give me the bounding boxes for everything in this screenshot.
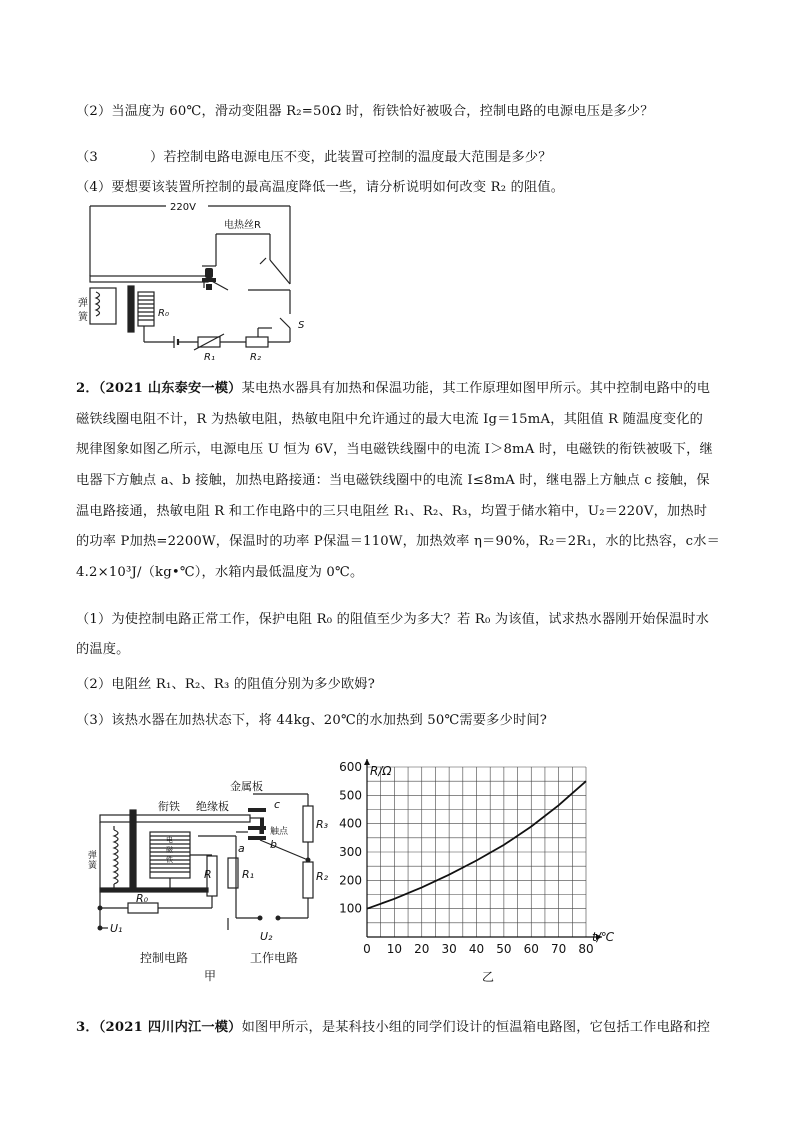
q2-b-label: b — [270, 838, 277, 851]
q2-insulator-label: 绝缘板 — [196, 800, 229, 813]
q2-u1-label: U₁ — [110, 922, 123, 935]
q2-sub3: （3）该热水器在加热状态下，将 44kg、20℃的水加热到 50℃需要多少时间? — [76, 713, 547, 728]
q1-r1-label: R₁ — [204, 352, 215, 363]
q2-r3-label: R₃ — [316, 818, 329, 831]
q2-caption-jia: 甲 — [204, 969, 217, 983]
y-tick-label: 300 — [339, 845, 362, 859]
q2-r2-label: R₂ — [316, 870, 329, 883]
q2-control-label: 控制电路 — [140, 951, 189, 965]
chart-grid — [367, 767, 586, 937]
q1-part3 — [76, 146, 552, 165]
q2-text-0: 某电热水器具有加热和保温功能，其工作原理如图甲所示。其中控制电路中的电 — [241, 381, 711, 396]
q2-line-6: 4.2×10³J/（kg•℃），水箱内最低温度为 0℃。 — [76, 565, 364, 580]
q2-sub2: （2）电阻丝 R₁、R₂、R₃ 的阻值分别为多少欧姆? — [76, 677, 376, 692]
q1-r2-label: R₂ — [250, 352, 261, 363]
q2-r0-label: R₀ — [136, 892, 149, 905]
y-tick-label: 600 — [339, 760, 362, 774]
q2-line-1: 磁铁线圈电阻不计，R 为热敏电阻，热敏电阻中允许通过的最大电流 Ig＝15mA，其阻值 R 随温度变化的 — [76, 412, 703, 427]
q2-line-4: 温电路接通，热敏电阻 R 和工作电路中的三只电阻丝 R₁、R₂、R₃，均置于储水箱中，U₂＝220V，加热时 — [76, 504, 708, 519]
x-tick-label: 0 — [363, 942, 371, 956]
q1-part3-prefix: （3 — [76, 150, 98, 165]
q1-heater-label: 电热丝R — [224, 220, 261, 231]
q2-r-label: R — [204, 868, 212, 881]
q2-spring-label-2: 簧 — [88, 861, 98, 871]
x-tick-label: 50 — [496, 942, 512, 956]
q2-source: （2021 山东泰安一模） — [98, 381, 242, 396]
x-tick-label: 40 — [468, 942, 485, 956]
x-tick-label: 10 — [386, 942, 403, 956]
y-tick-label: 400 — [339, 816, 362, 831]
chart-ylabel: R/Ω — [370, 764, 392, 778]
q2-armature-label: 衔铁 — [158, 800, 180, 813]
q1-part4: （4）要想要该装置所控制的最高温度降低一些，请分析说明如何改变 R₂ 的阻值。 — [76, 180, 565, 195]
q2-line-5: 的功率 P加热=2200W，保温时的功率 P保温＝110W，加热效率 η＝90%，R₂＝2R₁，水的比热容，c水＝ — [76, 534, 721, 549]
q2-r1-label: R₁ — [242, 868, 255, 881]
q2-sub1a: （1）为使控制电路正常工作，保护电阻 R₀ 的阻值至少为多大？若 R₀ 为该值，试求热水器刚开始保温时水 — [76, 612, 710, 627]
x-tick-label: 30 — [441, 942, 457, 956]
x-tick-label: 60 — [523, 942, 539, 956]
q1-switch-label: S — [298, 320, 305, 331]
q2-a-label: a — [238, 842, 245, 855]
q2-em-label-2: 磁 — [166, 846, 173, 854]
y-tick-label: 200 — [339, 873, 362, 888]
q2-sub1b: 的温度。 — [76, 642, 130, 657]
y-tick-label: 100 — [339, 901, 362, 916]
chart-ticks — [339, 760, 594, 956]
q2-caption-yi: 乙 — [482, 970, 495, 984]
q2-contact-label: 触点 — [270, 827, 289, 837]
q2-line-0 — [76, 377, 710, 396]
q3-source: （2021 四川内江一模） — [98, 1020, 242, 1035]
q1-part3-text: ）若控制电路电源电压不变，此装置可控制的温度最大范围是多少？ — [149, 150, 552, 165]
q2-line-3: 电器下方触点 a、b 接触，加热电路接通：当电磁铁线圈中的电流 I≤8mA 时，继电器上方触点 c 接触，保 — [76, 473, 710, 488]
q2-metal-plate-label: 金属板 — [230, 780, 263, 793]
q2-spring-label-1: 弹 — [88, 851, 98, 861]
q3-line-0 — [76, 1016, 710, 1035]
q1-circuit-diagram — [78, 196, 308, 366]
q1-spring-label-1: 弹 — [78, 298, 88, 309]
q3-number: 3． — [76, 1020, 99, 1035]
q2-rt-chart — [330, 755, 630, 990]
q2-u2-label: U₂ — [260, 930, 273, 943]
q1-voltage-label: 220V — [170, 202, 196, 213]
q2-number: 2． — [76, 381, 99, 396]
q2-circuit-diagram — [88, 770, 338, 985]
y-tick-label: 500 — [339, 788, 362, 803]
q2-em-label-1: 电 — [166, 836, 173, 844]
q3-text: 如图甲所示，是某科技小组的同学们设计的恒温箱电路图，它包括工作电路和控 — [241, 1020, 711, 1035]
q2-em-label-3: 铁 — [166, 856, 173, 864]
q2-line-2: 规律图象如图乙所示，电源电压 U 恒为 6V，当电磁铁线圈中的电流 I＞8mA 时，电磁铁的衔铁被吸下，继 — [76, 442, 713, 457]
q1-part2: （2）当温度为 60℃，滑动变阻器 R₂=50Ω 时，衔铁恰好被吸合，控制电路的电源电压是多少？ — [76, 104, 654, 119]
q2-work-label: 工作电路 — [250, 951, 299, 965]
x-tick-label: 80 — [578, 942, 594, 956]
x-tick-label: 20 — [414, 942, 430, 956]
q1-r0-label: R₀ — [158, 308, 169, 319]
q2-c-label: c — [274, 798, 281, 811]
chart-axes — [364, 759, 602, 940]
x-tick-label: 70 — [550, 942, 567, 956]
chart-xlabel: t/℃ — [592, 930, 615, 944]
q1-spring-label-2: 簧 — [78, 312, 88, 323]
